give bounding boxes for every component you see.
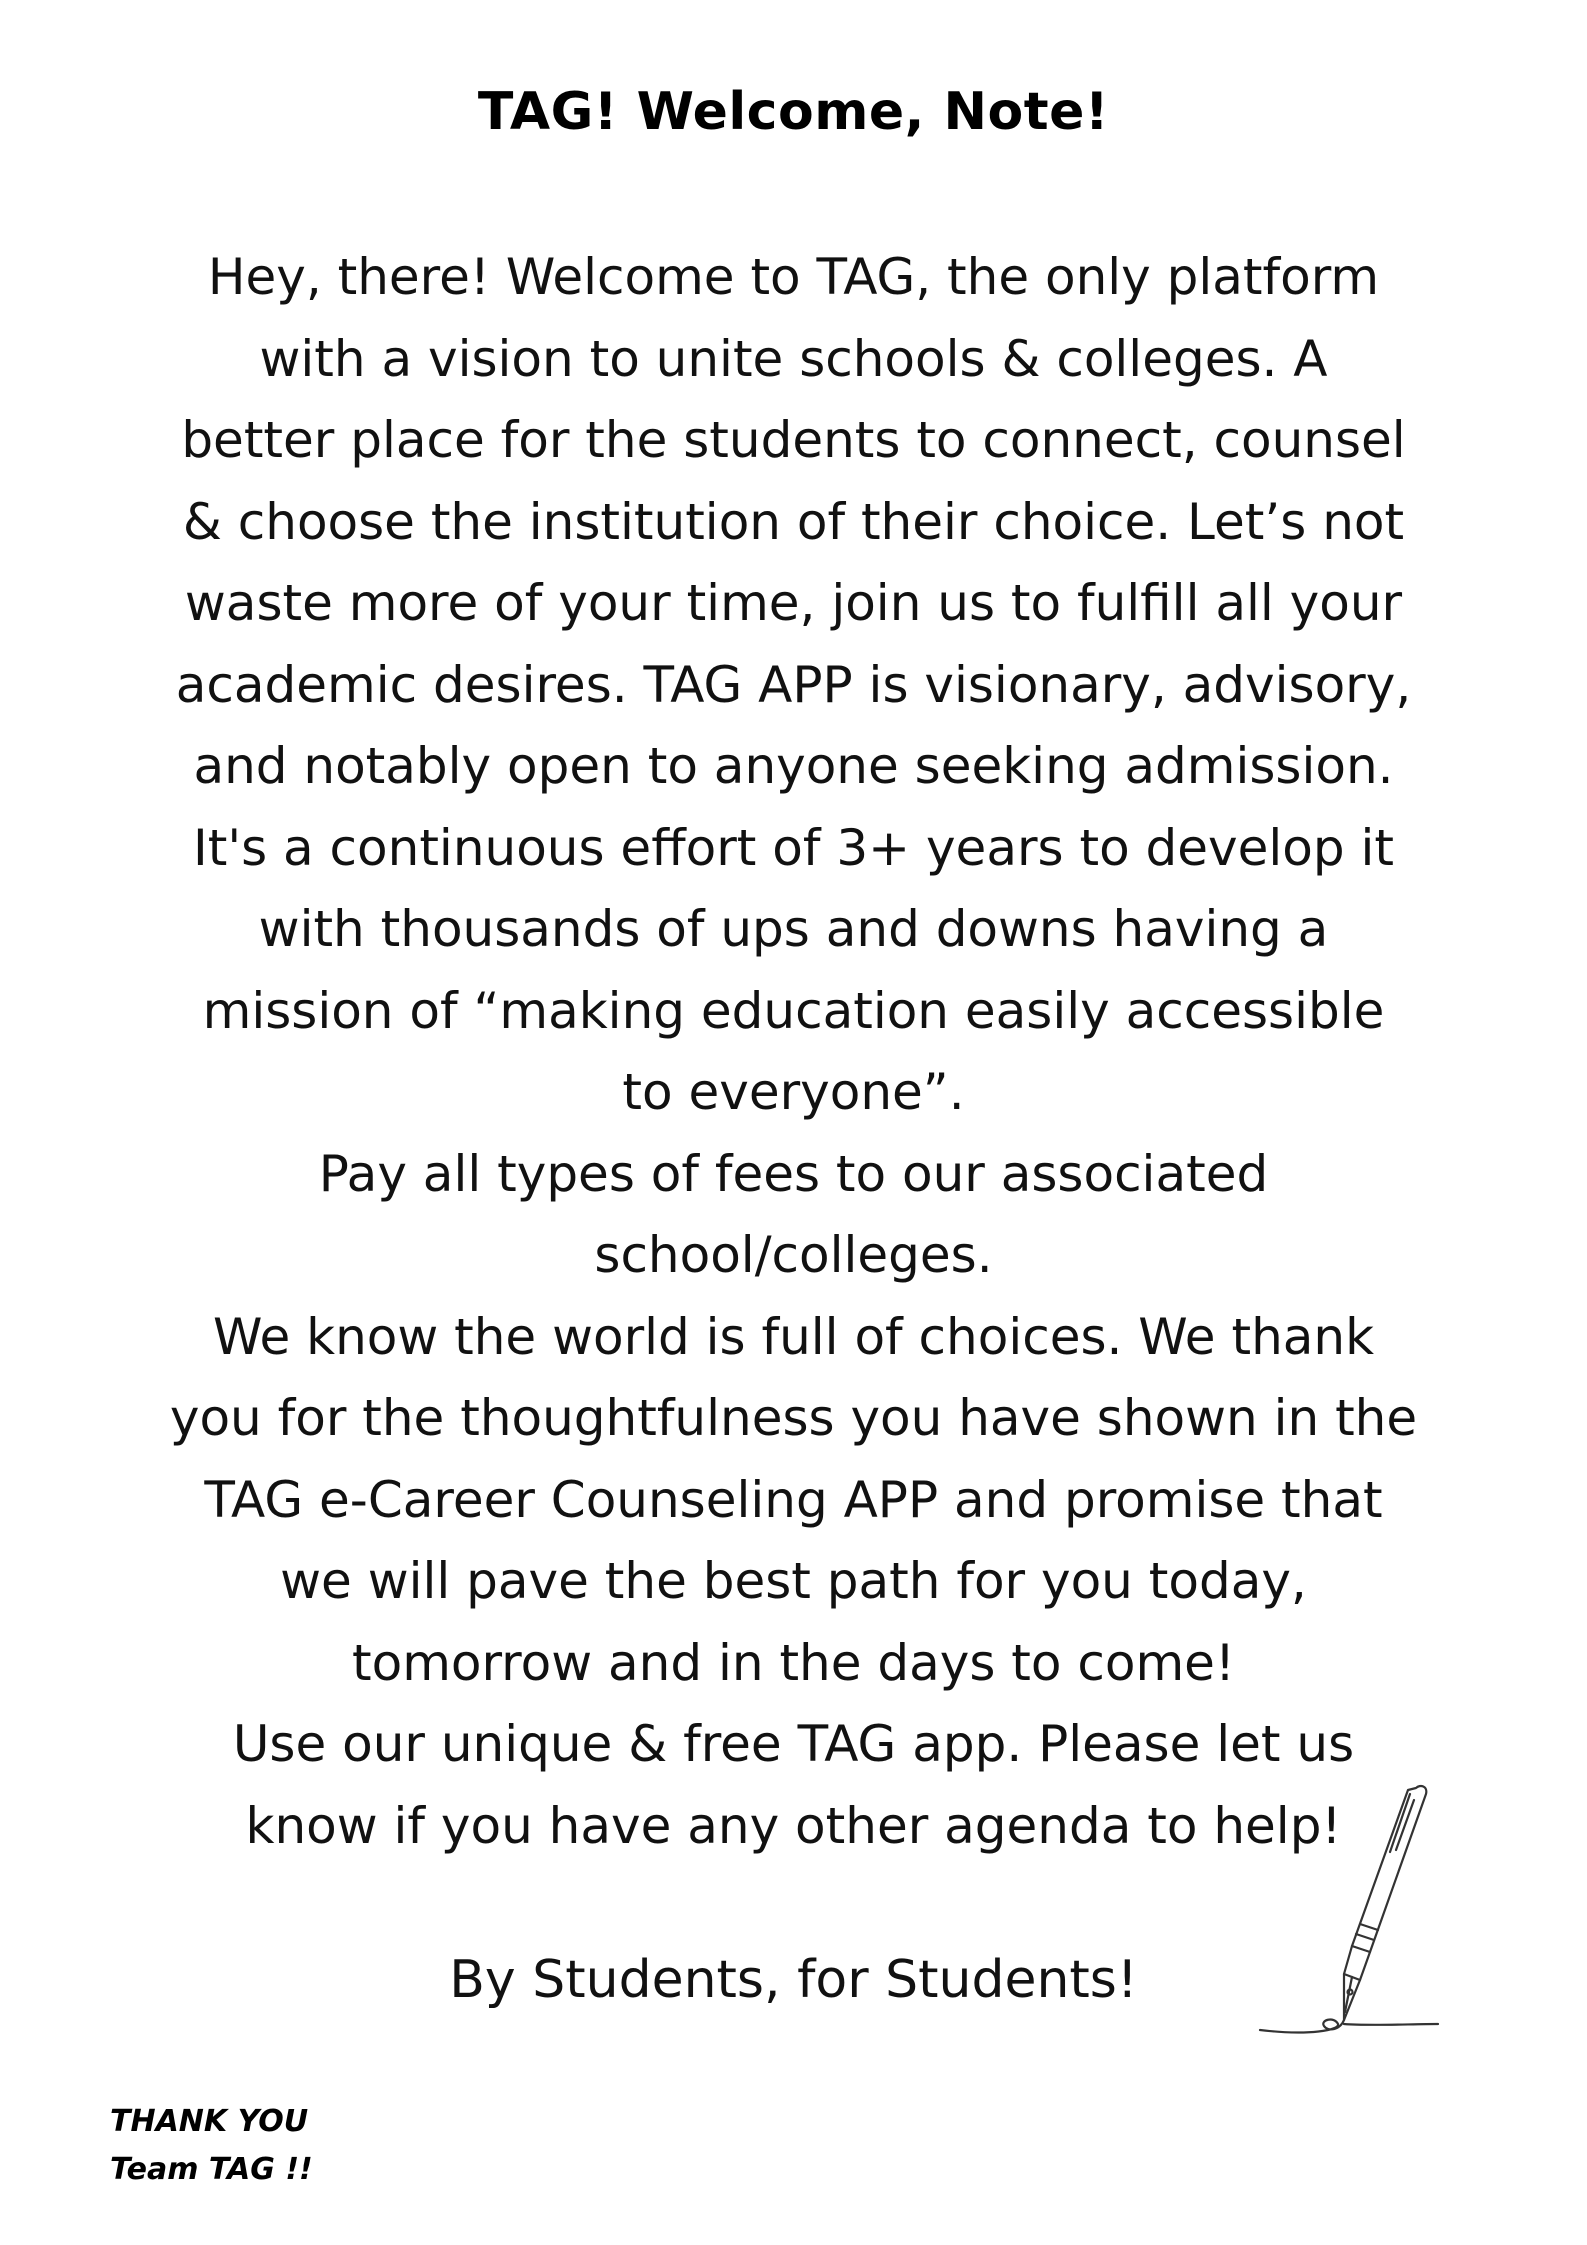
message-line: We know the world is full of choices. We thank [212, 1307, 1375, 1366]
message-line: with a vision to unite schools & colleges. A [259, 329, 1328, 388]
signoff-thank-you: THANK YOU [110, 2104, 309, 2139]
message-line: Hey, there! Welcome to TAG, the only platform [207, 248, 1380, 306]
message-line: mission of “making education easily accessible [202, 981, 1385, 1040]
message-line: with thousands of ups and downs having a [258, 900, 1329, 958]
message-line: and notably open to anyone seeking admission. [193, 737, 1394, 795]
message-line: school/colleges. [594, 1226, 993, 1284]
message-line: waste more of your time, join us to fulfill all your [184, 574, 1403, 632]
tagline: By Students, for Students! [449, 1950, 1138, 2010]
message-line: know if you have any other agenda to help! [245, 1796, 1342, 1855]
message-line: Pay all types of fees to our associated [318, 1144, 1269, 1203]
page-title: TAG! Welcome, Note! [477, 82, 1110, 142]
message-line: tomorrow and in the days to come! [352, 1633, 1235, 1692]
signoff [110, 2098, 313, 2194]
welcome-message [60, 237, 1527, 1867]
message-line: & choose the institution of their choice. Let’s not [182, 492, 1405, 551]
message-line: you for the thoughtfulness you have shown in the [169, 1389, 1418, 1447]
signoff-team: Team TAG !! [110, 2152, 313, 2187]
message-line: better place for the students to connect, counsel [181, 411, 1406, 469]
message-line: TAG e-Career Counseling APP and promise that [204, 1470, 1383, 1529]
message-line: to everyone”. [622, 1063, 965, 1121]
message-line: academic desires. TAG APP is visionary, advisory, [175, 655, 1412, 714]
message-line: It's a continuous effort of 3+ years to develop it [192, 818, 1395, 877]
fountain-pen-icon [1240, 1780, 1440, 2080]
message-line: Use our unique & free TAG app. Please let us [232, 1715, 1355, 1773]
message-line: we will pave the best path for you today, [280, 1552, 1307, 1610]
